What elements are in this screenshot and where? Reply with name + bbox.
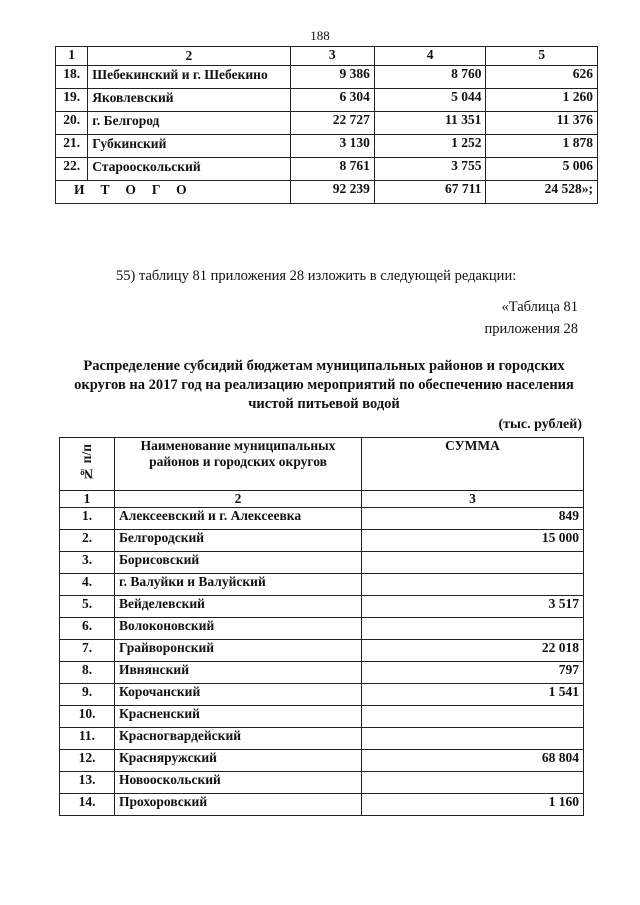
header-number-text: № п/п <box>79 444 94 482</box>
row-number: 4. <box>60 574 115 596</box>
sum-cell <box>362 728 584 750</box>
district-name: Старооскольский <box>88 158 290 181</box>
table-row <box>60 508 584 530</box>
value-cell: 8 761 <box>290 158 374 181</box>
sum-cell: 68 804 <box>362 750 584 772</box>
row-number: 7. <box>60 640 115 662</box>
table-row <box>60 662 584 684</box>
row-number: 22. <box>56 158 88 181</box>
district-name: Красняружский <box>115 750 362 772</box>
sum-cell: 797 <box>362 662 584 684</box>
sum-cell: 849 <box>362 508 584 530</box>
district-name: Новооскольский <box>115 772 362 794</box>
column-number: 1 <box>56 47 88 66</box>
table-row <box>60 772 584 794</box>
district-name: Губкинский <box>88 135 290 158</box>
value-cell: 8 760 <box>374 66 486 89</box>
table-row <box>56 158 598 181</box>
row-number: 19. <box>56 89 88 112</box>
district-name: Вейделевский <box>115 596 362 618</box>
district-name: Ивнянский <box>115 662 362 684</box>
row-number: 1. <box>60 508 115 530</box>
district-name: Алексеевский и г. Алексеевка <box>115 508 362 530</box>
total-value: 67 711 <box>374 181 486 204</box>
total-value: 92 239 <box>290 181 374 204</box>
column-number: 4 <box>374 47 486 66</box>
total-value: 24 528»; <box>486 181 598 204</box>
value-cell: 1 252 <box>374 135 486 158</box>
row-number: 8. <box>60 662 115 684</box>
district-name: Шебекинский и г. Шебекино <box>88 66 290 89</box>
amendment-instruction: 55) таблицу 81 приложения 28 изложить в следующей редакции: <box>116 268 517 284</box>
table-row <box>60 596 584 618</box>
row-number: 20. <box>56 112 88 135</box>
row-number: 9. <box>60 684 115 706</box>
row-number: 18. <box>56 66 88 89</box>
district-name: г. Белгород <box>88 112 290 135</box>
table-row <box>60 794 584 816</box>
column-number: 2 <box>88 47 290 66</box>
table-row <box>56 135 598 158</box>
header-row <box>60 438 584 491</box>
table-row <box>60 574 584 596</box>
district-name: г. Валуйки и Валуйский <box>115 574 362 596</box>
district-name: Грайворонский <box>115 640 362 662</box>
sum-cell: 3 517 <box>362 596 584 618</box>
value-cell: 6 304 <box>290 89 374 112</box>
value-cell: 626 <box>486 66 598 89</box>
district-name: Волоконовский <box>115 618 362 640</box>
table-row <box>56 89 598 112</box>
row-number: 13. <box>60 772 115 794</box>
column-number: 3 <box>362 491 584 508</box>
district-name: Борисовский <box>115 552 362 574</box>
subsidy-distribution-table <box>59 437 584 816</box>
table-row <box>60 618 584 640</box>
table-ref-line2: приложения 28 <box>484 321 578 337</box>
table-row <box>60 706 584 728</box>
table-row <box>60 530 584 552</box>
row-number: 14. <box>60 794 115 816</box>
value-cell: 22 727 <box>290 112 374 135</box>
sum-cell <box>362 618 584 640</box>
table-row <box>60 684 584 706</box>
column-number: 5 <box>486 47 598 66</box>
page-number: 188 <box>310 28 330 43</box>
table-row <box>60 640 584 662</box>
row-number: 6. <box>60 618 115 640</box>
sum-cell: 15 000 <box>362 530 584 552</box>
row-number: 3. <box>60 552 115 574</box>
sum-cell: 1 160 <box>362 794 584 816</box>
row-number: 12. <box>60 750 115 772</box>
value-cell: 9 386 <box>290 66 374 89</box>
row-number: 21. <box>56 135 88 158</box>
header-number <box>60 438 115 491</box>
district-name: Белгородский <box>115 530 362 552</box>
district-name: Красненский <box>115 706 362 728</box>
row-number: 11. <box>60 728 115 750</box>
header-name: Наименование муниципальных районов и городских округов <box>115 438 362 491</box>
total-label: ИТОГО <box>56 181 291 204</box>
district-name: Красногвардейский <box>115 728 362 750</box>
district-name: Прохоровский <box>115 794 362 816</box>
district-name: Корочанский <box>115 684 362 706</box>
value-cell: 1 260 <box>486 89 598 112</box>
value-cell: 1 878 <box>486 135 598 158</box>
column-number: 2 <box>115 491 362 508</box>
value-cell: 5 044 <box>374 89 486 112</box>
table-ref-line1: «Таблица 81 <box>501 299 578 315</box>
sum-cell: 1 541 <box>362 684 584 706</box>
column-number-row <box>56 47 598 66</box>
table-row <box>60 552 584 574</box>
value-cell: 5 006 <box>486 158 598 181</box>
sum-cell <box>362 552 584 574</box>
table-row <box>56 66 598 89</box>
table-title: Распределение субсидий бюджетам муниципальных районов и городских округов на 2017 год на реализацию мероприятий по обеспечению населения чистой питьевой водой <box>74 358 574 412</box>
row-number: 10. <box>60 706 115 728</box>
row-number: 5. <box>60 596 115 618</box>
sum-cell: 22 018 <box>362 640 584 662</box>
continued-subsidy-table <box>55 46 598 204</box>
value-cell: 3 755 <box>374 158 486 181</box>
sum-cell <box>362 772 584 794</box>
table-row <box>60 728 584 750</box>
sum-cell <box>362 574 584 596</box>
column-number-row <box>60 491 584 508</box>
row-number: 2. <box>60 530 115 552</box>
value-cell: 3 130 <box>290 135 374 158</box>
column-number: 1 <box>60 491 115 508</box>
header-sum: СУММА <box>362 438 584 491</box>
table-row <box>60 750 584 772</box>
units-label: (тыс. рублей) <box>498 417 582 432</box>
table-row <box>56 112 598 135</box>
total-row <box>56 181 598 204</box>
sum-cell <box>362 706 584 728</box>
value-cell: 11 376 <box>486 112 598 135</box>
column-number: 3 <box>290 47 374 66</box>
district-name: Яковлевский <box>88 89 290 112</box>
value-cell: 11 351 <box>374 112 486 135</box>
